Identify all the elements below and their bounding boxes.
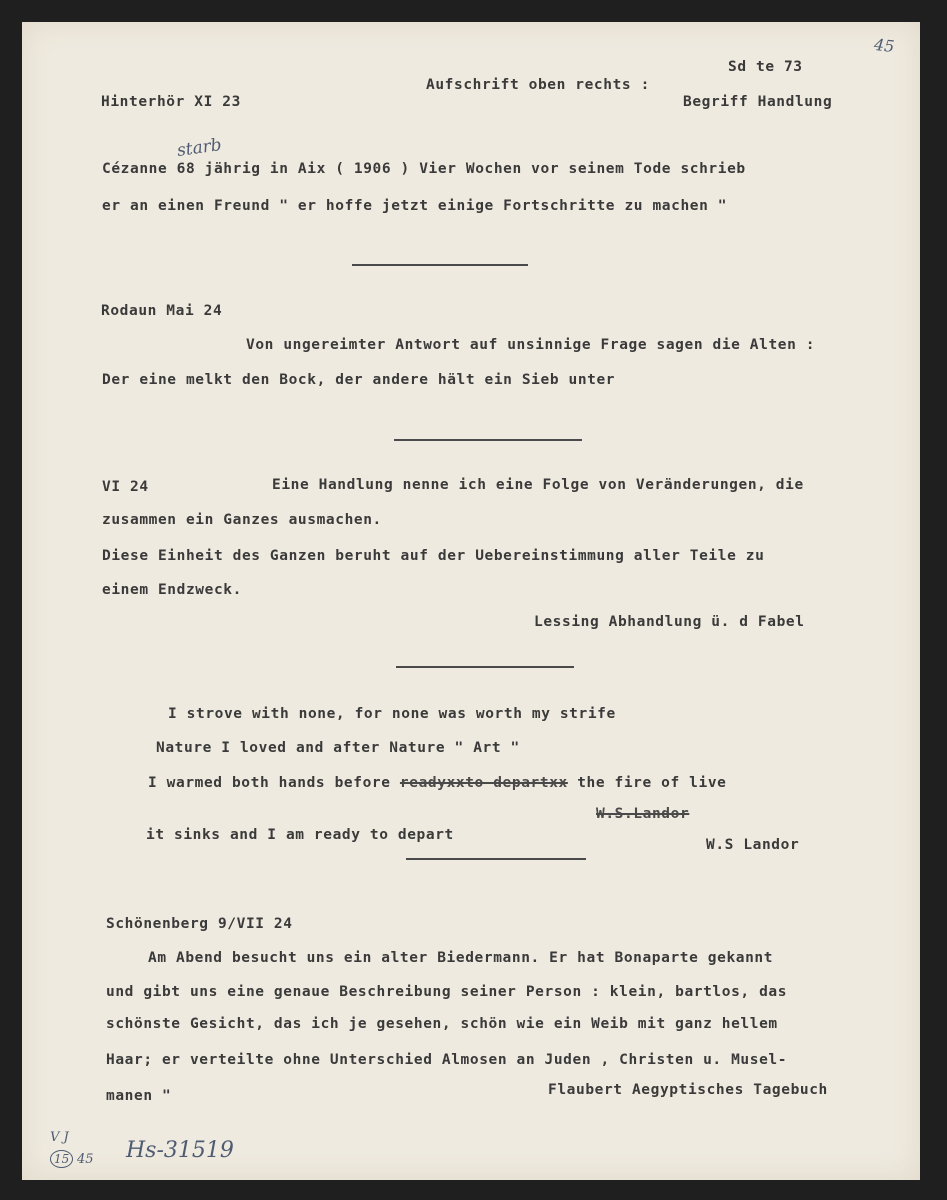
archive-mark: V J	[50, 1130, 69, 1145]
corner-page-mark: 45	[873, 34, 896, 57]
separator-rule	[406, 858, 586, 860]
separator-rule	[352, 264, 528, 266]
text-line: Von ungereimter Antwort auf unsinnige Frage sagen die Alten :	[246, 337, 816, 353]
struck-text: readyxxto departxx	[399, 775, 568, 791]
text-line: Eine Handlung nenne ich eine Folge von Veränderungen, die	[272, 477, 804, 493]
poem-line	[148, 775, 726, 791]
archive-signature: Hs-31519	[126, 1138, 234, 1163]
poem-line-end: the fire of live	[577, 775, 727, 791]
page-number: Sd te 73	[728, 59, 803, 75]
struck-author: W.S.Landor	[596, 806, 690, 822]
text-line: einem Endzweck.	[102, 582, 242, 598]
poem-line: it sinks and I am ready to depart	[146, 827, 454, 843]
poem-line-start: I warmed both hands before	[148, 775, 391, 791]
entry-date: Hinterhör XI 23	[101, 94, 241, 110]
text-line: und gibt uns eine genaue Beschreibung seiner Person : klein, bartlos, das	[106, 984, 788, 1000]
poem-line: Nature I loved and after Nature " Art "	[156, 740, 520, 756]
source-citation: Flaubert Aegyptisches Tagebuch	[548, 1082, 828, 1098]
text-line: er an einen Freund " er hoffe jetzt einige Fortschritte zu machen "	[102, 198, 728, 214]
separator-rule	[396, 666, 574, 668]
archive-mark-circled: 15	[50, 1150, 73, 1168]
handwritten-insert: starb	[175, 134, 223, 162]
source-citation: Lessing Abhandlung ü. d Fabel	[534, 614, 805, 630]
document-page	[22, 22, 920, 1180]
entry-date: Schönenberg 9/VII 24	[106, 916, 293, 932]
poem-author: W.S Landor	[706, 837, 800, 853]
text-line: Cézanne 68 jährig in Aix ( 1906 ) Vier Wochen vor seinem Tode schrieb	[102, 161, 746, 177]
text-line: Am Abend besucht uns ein alter Biedermann. Er hat Bonaparte gekannt	[148, 950, 774, 966]
text-line: Der eine melkt den Bock, der andere hält ein Sieb unter	[102, 372, 616, 388]
entry-date: Rodaun Mai 24	[101, 303, 223, 319]
poem-line: I strove with none, for none was worth my strife	[168, 706, 616, 722]
text-line: Haar; er verteilte ohne Unterschied Almosen an Juden , Christen u. Musel-	[106, 1052, 788, 1068]
aufschrift-label: Aufschrift oben rechts :	[426, 77, 650, 93]
entry-date: VI 24	[102, 479, 149, 495]
archive-mark: 45	[77, 1152, 94, 1167]
text-line: Diese Einheit des Ganzen beruht auf der Uebereinstimmung aller Teile zu	[102, 548, 765, 564]
text-line: manen "	[106, 1088, 172, 1104]
begriff-label: Begriff Handlung	[683, 94, 833, 110]
text-line: schönste Gesicht, das ich je gesehen, schön wie ein Weib mit ganz hellem	[106, 1016, 778, 1032]
separator-rule	[394, 439, 582, 441]
text-line: zusammen ein Ganzes ausmachen.	[102, 512, 382, 528]
